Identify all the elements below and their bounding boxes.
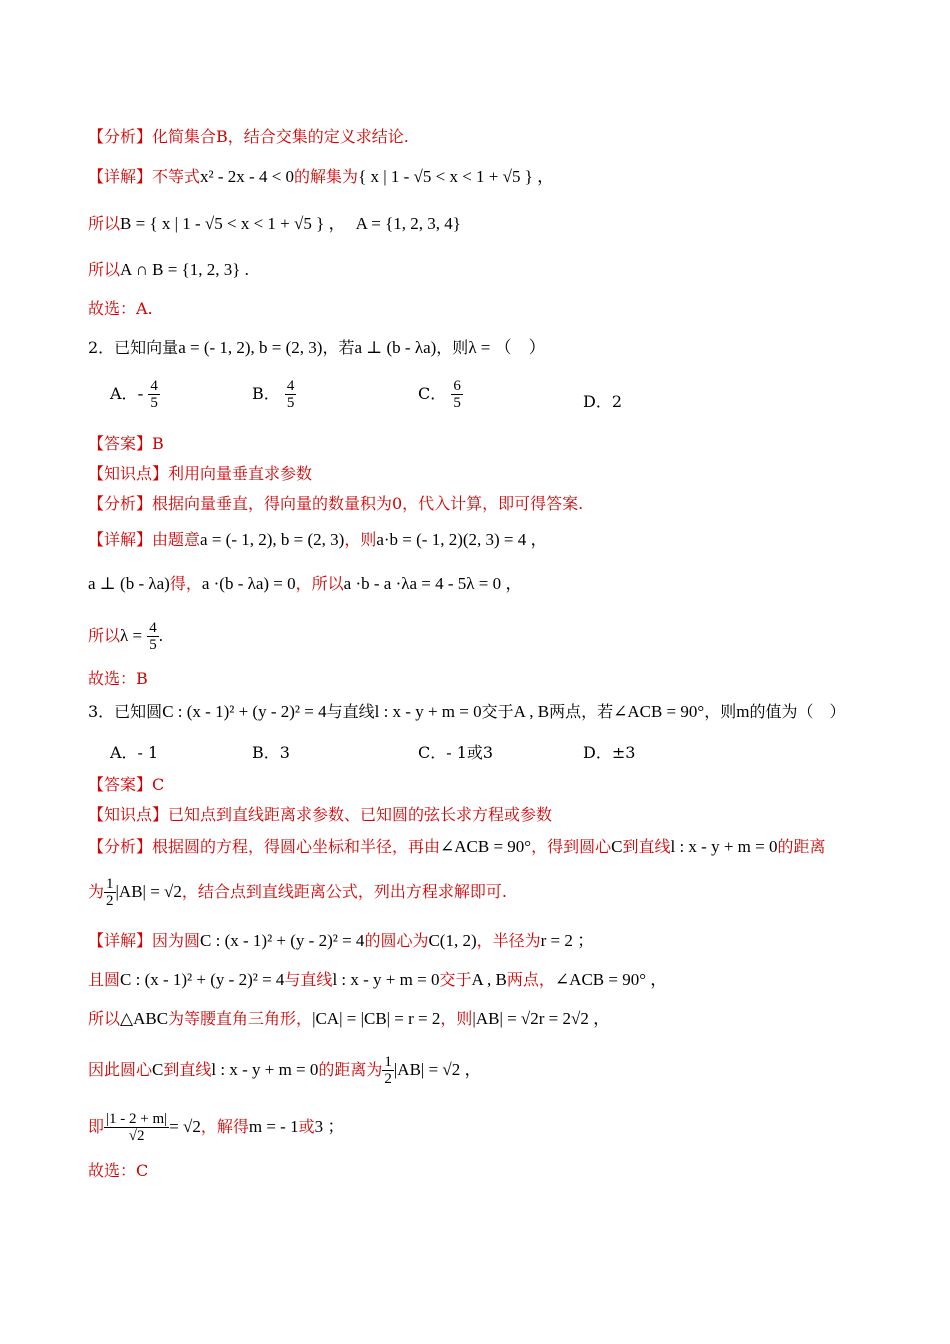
question-number: 2．已知向量	[88, 338, 179, 357]
m-value: 3 ；	[314, 1117, 345, 1136]
q3-stem: 3．已知圆C : (x - 1)² + (y - 2)² = 4与直线l : x - y + m = 0交于A , B两点，若∠ACB = 90°，则m的值为（ ）	[88, 702, 846, 721]
detail-tag: 【详解】	[88, 167, 153, 186]
vectors-formula: a = (- 1, 2), b = (2, 3)	[178, 338, 323, 357]
triangle-formula: △ABC	[120, 1009, 169, 1028]
q3-detail-line-4: 因此圆心C到直线l : x - y + m = 0的距离为 $\frac{1}{2}$ |AB| = √2 ，	[88, 1054, 482, 1087]
q2-detail-line-2: a ⊥ (b - λa)得，a ·(b - λa) = 0，所以a ·b - a ·λa = 4 - 5λ = 0 ，	[88, 574, 523, 593]
fraction: $\frac{6}{5}$	[453, 378, 461, 411]
fraction: $\frac{1}{2}$	[384, 1054, 392, 1087]
set-b-formula: B = { x | 1 - √5 < x < 1 + √5 } ，	[120, 214, 346, 233]
q3-option-d[interactable]: D．±3	[583, 743, 636, 762]
fraction: $\frac{|1 - 2 + m|}{√2}$	[106, 1111, 168, 1144]
lambda-blank: λ = （ ）	[468, 338, 546, 357]
q3-analysis-line-2: 为 $\frac{1}{2}$ |AB| = √2，结合点到直线距离公式，列出方程求解即可.	[88, 876, 507, 909]
detail-tag: 【详解】	[88, 530, 153, 549]
angle-formula: ∠ACB = 90°	[613, 702, 705, 721]
angle-formula: ∠ACB = 90° ，	[554, 970, 668, 989]
fraction: $\frac{4}{5}$	[286, 378, 295, 411]
q3-answer: 【答案】C	[88, 775, 165, 794]
line-formula: l : x - y + m = 0	[332, 970, 440, 989]
solution-set-formula: { x | 1 - √5 < x < 1 + √5 } ，	[358, 167, 555, 186]
q3-option-a[interactable]: A．- 1	[110, 743, 159, 762]
dot-zero-formula: a ·(b - λa) = 0	[201, 574, 296, 593]
expanded-formula: a ·b - a ·λa = 4 - 5λ = 0 ，	[343, 574, 523, 593]
analysis-text: 化简集合B，结合交集的定义求结论.	[152, 127, 409, 146]
circle-formula: C : (x - 1)² + (y - 2)² = 4	[120, 970, 285, 989]
inequality-formula: x² - 2x - 4 < 0	[200, 167, 295, 186]
detail-text: 不等式	[152, 167, 201, 186]
q2-choice: 故选：B	[88, 669, 148, 688]
q3-analysis-line: 【分析】根据圆的方程，得圆心坐标和半径，再由∠ACB = 90°，得到圆心C到直线l : x - y + m = 0的距离	[88, 837, 826, 856]
q2-option-d[interactable]: D．2	[583, 392, 623, 411]
center-formula: C(1, 2)	[428, 931, 477, 950]
set-a-formula: A = {1, 2, 3, 4}	[355, 214, 461, 233]
q3-option-b[interactable]: B．3	[252, 743, 290, 762]
q2-result-line: 所以λ = $\frac{4}{5}$ .	[88, 620, 163, 653]
q2-stem	[88, 337, 890, 359]
line-formula: l : x - y + m = 0	[374, 702, 482, 721]
line-text: 所以	[88, 214, 121, 233]
q3-option-c[interactable]: C．- 1或3	[418, 743, 494, 762]
q2-analysis: 【分析】根据向量垂直，得向量的数量积为0，代入计算，即可得答案.	[88, 494, 584, 513]
q3-detail-line-3: 所以△ABC为等腰直角三角形，|CA| = |CB| = r = 2，则|AB| = √2r = 2√2 ，	[88, 1009, 611, 1028]
m-value: m = - 1	[248, 1117, 299, 1136]
analysis-tag: 【分析】	[88, 127, 153, 146]
fraction: $\frac{1}{2}$	[106, 876, 114, 909]
sides-formula: |CA| = |CB| = r = 2	[312, 1009, 441, 1028]
line-text: 所以	[88, 260, 121, 279]
q1-set-b-line	[88, 213, 890, 235]
fraction: $\frac{4}{5}$	[150, 378, 158, 411]
q2-option-a[interactable]: A．- $\frac{4}{5}$	[110, 378, 158, 411]
q2-knowledge: 【知识点】利用向量垂直求参数	[88, 464, 313, 483]
q3-choice: 故选：C	[88, 1161, 149, 1180]
perpendicular-formula: a ⊥ (b - λa)	[354, 338, 437, 357]
intersection-formula: A ∩ B = {1, 2, 3} .	[120, 260, 249, 279]
line-formula: l : x - y + m = 0	[670, 837, 778, 856]
q1-analysis-line	[88, 126, 890, 148]
stem-text: ，则	[436, 338, 469, 357]
q2-answer: 【答案】B	[88, 434, 164, 453]
perpendicular-formula: a ⊥ (b - λa)	[88, 574, 170, 593]
q1-intersection-line	[88, 259, 890, 281]
fraction: $\frac{4}{5}$	[149, 620, 157, 653]
detail-text: 的解集为	[294, 167, 359, 186]
q2-option-c[interactable]: C． $\frac{6}{5}$	[418, 378, 461, 411]
q1-detail-line	[88, 166, 890, 188]
circle-formula: C : (x - 1)² + (y - 2)² = 4	[162, 702, 327, 721]
line-formula: l : x - y + m = 0	[211, 1060, 319, 1079]
dot-product-formula: a·b = (- 1, 2)(2, 3) = 4 ，	[376, 530, 548, 549]
q2-detail-line: 【详解】由题意a = (- 1, 2), b = (2, 3)，则a·b = (- 1, 2)(2, 3) = 4 ，	[88, 530, 548, 549]
distance-formula: |AB| = √2	[115, 882, 182, 901]
q3-detail-line-5: 即 $\frac{|1 - 2 + m|}{√2}$ = √2，解得m = - 1或3 ；	[88, 1111, 345, 1144]
circle-formula: C : (x - 1)² + (y - 2)² = 4	[200, 931, 365, 950]
detail-tag: 【详解】	[88, 931, 153, 950]
radius-formula: r = 2 ；	[540, 931, 595, 950]
q3-detail-line-2: 且圆C : (x - 1)² + (y - 2)² = 4与直线l : x - y + m = 0交于A , B两点，∠ACB = 90° ，	[88, 970, 668, 989]
question-number: 3．已知圆	[88, 702, 163, 721]
q2-option-b[interactable]: B． $\frac{4}{5}$	[252, 378, 295, 411]
stem-text: ，若	[322, 338, 355, 357]
vectors-formula: a = (- 1, 2), b = (2, 3)	[200, 530, 345, 549]
distance-formula: |AB| = √2 ，	[393, 1060, 482, 1079]
q1-choice: 故选：A.	[88, 299, 153, 318]
angle-formula: ∠ACB = 90°	[440, 837, 532, 856]
q3-detail-line-1: 【详解】因为圆C : (x - 1)² + (y - 2)² = 4的圆心为C(1, 2)，半径为r = 2 ；	[88, 931, 595, 950]
chord-formula: |AB| = √2r = 2√2 ，	[472, 1009, 611, 1028]
q3-knowledge: 【知识点】已知点到直线距离求参数、已知圆的弦长求方程或参数	[88, 805, 553, 824]
